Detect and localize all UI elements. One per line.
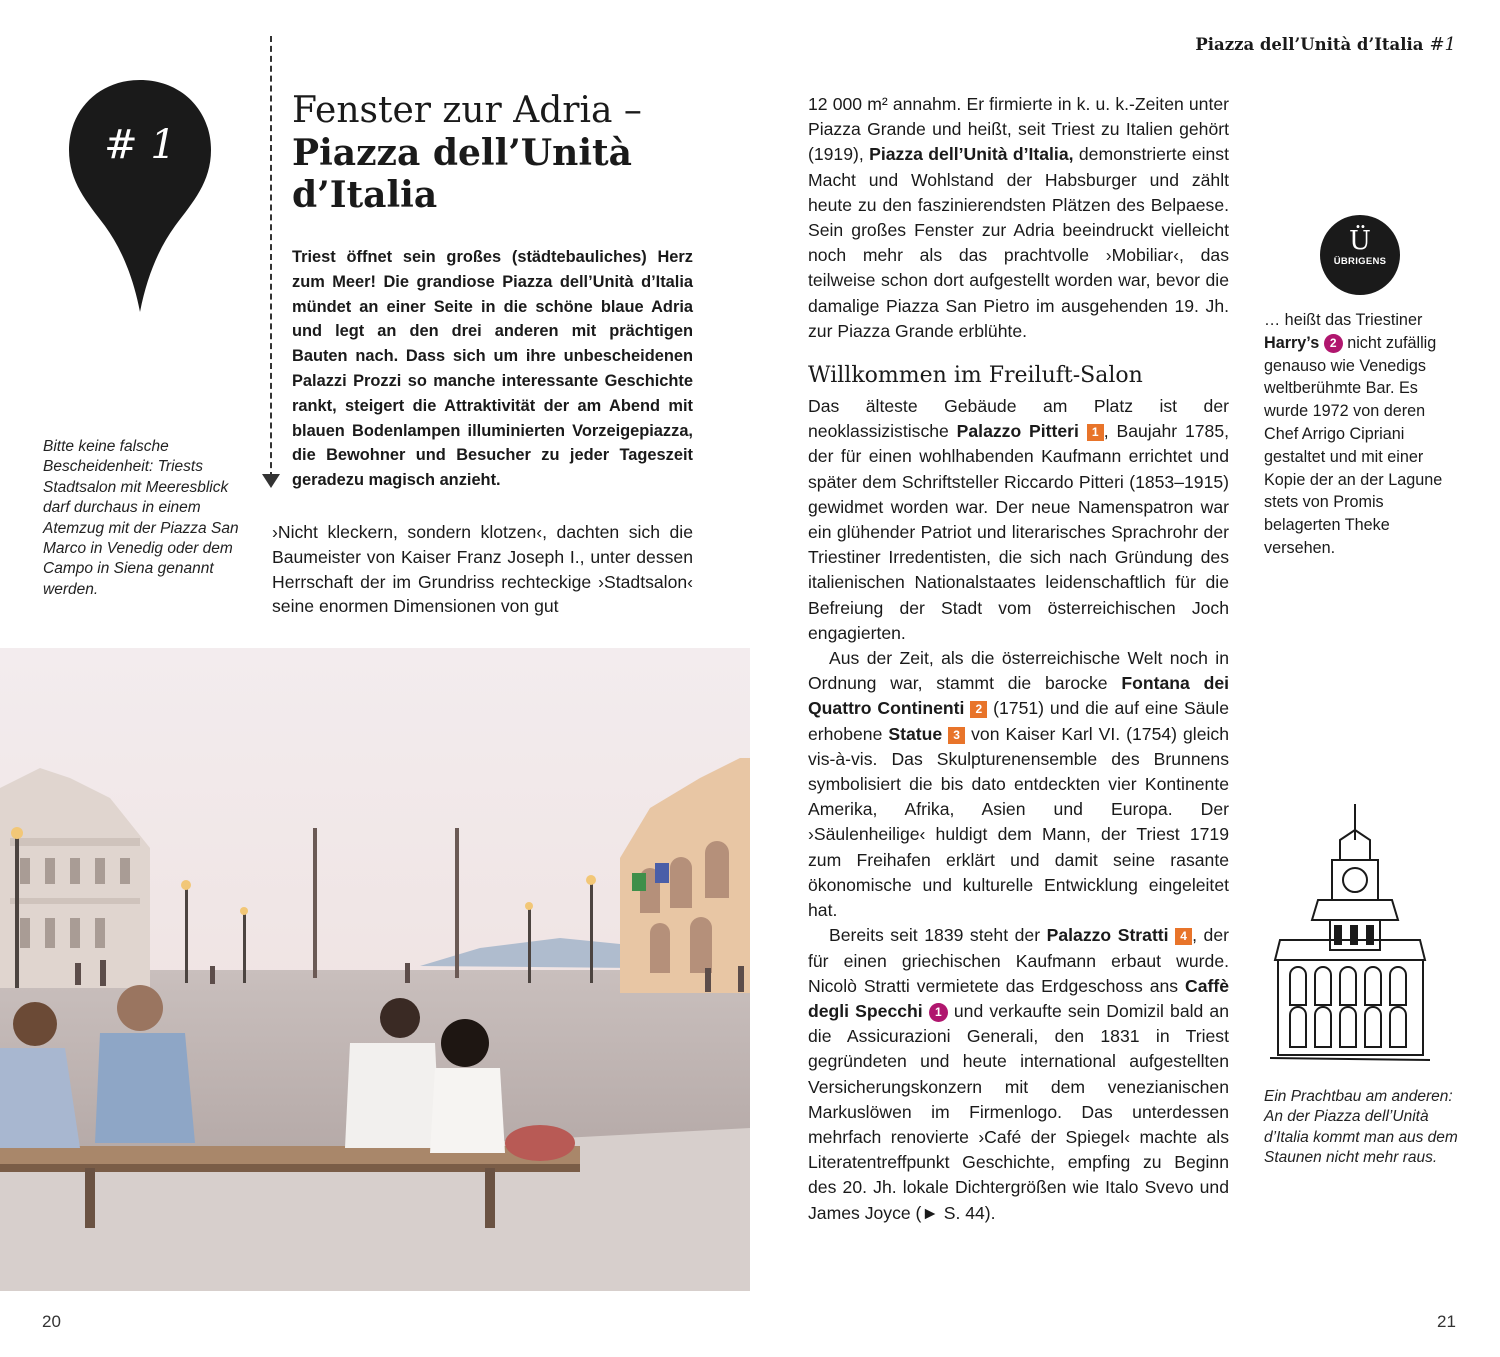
highlight-place: Statue <box>888 723 943 744</box>
highlight-place: Caffè degli Specchi <box>808 975 1229 1021</box>
piazza-photo <box>0 648 750 1291</box>
subheading: Willkommen im Freiluft-Salon <box>808 363 1143 389</box>
lead-paragraph: Triest öffnet sein großes (städtebauliches) Herz zum Meer! Die grandiose Piazza dell’Unità d’Italia mündet an einer Seite in die schöne blaue Adria und legt an den drei anderen mit prächtigen Bauten nach. Dass sich um ihre unbescheidenen Palazzi Prozzi so manche interessante Geschichte rankt, steigert die Attraktivität der am Abend mit blauen Bodenlampen illuminierten Vorzeigepiazza, die Bewohner und Besucher zu jeder Tageszeit geradezu magisch anzieht. <box>292 248 693 490</box>
map-marker-square: 4 <box>1175 928 1192 945</box>
highlight-place: Harry’s <box>1264 333 1320 352</box>
badge-label: ÜBRIGENS <box>1333 256 1387 267</box>
paragraph-4 <box>808 923 1229 1225</box>
page-number-right: 21 <box>1437 1312 1456 1331</box>
text-run: Das älteste Gebäude am Platz ist der neoklassizistische <box>808 396 1229 442</box>
map-marker-square: 3 <box>948 727 965 744</box>
text-run: nicht zufällig genauso wie Venedigs weltberühmte Bar. Es wurde 1972 von deren Chef Arrigo Cipriani gestaltet und mit einer Kopie der an der Lagune stets von Promis belagerten Theke versehen. <box>1264 333 1443 557</box>
title-line-1: Fenster zur Adria – <box>292 90 642 131</box>
highlight-place: Palazzo Pitteri <box>956 421 1079 442</box>
map-marker-circle: 1 <box>929 1003 948 1022</box>
text-run: Bereits seit 1839 steht der <box>829 925 1047 946</box>
uebrigens-badge <box>1320 215 1400 295</box>
text-run: , der für einen griechischen Kaufmann erbaut wurde. Nicolò Stratti vermietete das Erdgeschoss ans <box>808 925 1229 996</box>
map-marker-square: 2 <box>970 701 987 718</box>
map-marker-square: 1 <box>1087 424 1104 441</box>
highlight-place: Fontana dei Quattro Continenti <box>808 673 1229 719</box>
intro-paragraph: ›Nicht kleckern, sondern klotzen‹, dachten sich die Baumeister von Kaiser Franz Joseph I., unter dessen Herrschaft der im Grundriss rechteckige ›Stadtsalon‹ seine enormen Dimensionen von gut <box>272 522 693 617</box>
chapter-marker: # 1 <box>104 122 176 168</box>
running-header-title: Piazza dell’Unità d’Italia <box>1195 35 1424 54</box>
title-line-3: d’Italia <box>292 174 438 216</box>
running-header-number: #1 <box>1429 34 1456 55</box>
text-run: von Kaiser Karl VI. (1754) gleich vis-à-vis. Das Skulpturenensemble des Brunnens symbolisiert die bis dato entdeckten vier Kontinente Amerika, Afrika, Asien und Europa. Der ›Säulenheilige‹ huldigt dem Mann, der Triest 1719 zum Freihafen erklärt und damit seine rasante ökonomische und kulturelle Entwicklung eingeleitet hat. <box>808 723 1229 921</box>
main-text-column <box>808 92 1229 1226</box>
building-sketch-icon <box>1270 800 1430 1072</box>
text-run: und verkaufte sein Domizil bald an die Assicurazioni Generali, den 1831 in Triest gegründeten und heute international aufgestellten Versicherungskonzern mit dem venezianischen Markuslöwen im Firmenlogo. Das unterdessen mehrfach renovierte ›Café der Spiegel‹ machte als Literatentreffpunkt Geschichte, empfing zu Beginn des 20. Jh. lokale Dichtergrößen wie Italo Svevo und James Joyce (► S. 44). <box>808 1000 1229 1223</box>
text-run: 12 000 m² annahm. Er firmierte in k. u. k.-Zeiten unter Piazza Grande und heißt, seit Triest zu Italien gehört (1919), <box>808 94 1229 165</box>
highlight-place: Palazzo Stratti <box>1046 925 1169 946</box>
text-run: demonstrierte einst Macht und Wohlstand der Habsburger und zählt heute zu den faszinierendsten Plätzen des Belpaese. Sein großes Fenster zur Adria beeindruckt vielleicht noch mehr als das prachtvolle ›Mobiliar‹, das teilweise schon dort aufgestellt worden war, bevor die damalige Piazza San Pietro im ausgehenden 19. Jh. zur Piazza Grande erblühte. <box>808 144 1229 341</box>
paragraph-2 <box>808 394 1229 646</box>
page-number-left: 20 <box>42 1312 61 1331</box>
photo-caption: Bitte keine falsche Bescheidenheit: Triests Stadtsalon mit Meeresblick darf durchaus in einem Atemzug mit der Piazza San Marco in Venedig oder dem Campo in Siena genannt werden. <box>43 438 239 598</box>
text-run: , Baujahr 1785, der für einen wohlhabenden Kaufmann errichtet und später dem Schriftsteller Riccardo Pitteri (1853–1915) gewidmet worden war. Der neue Namenspatron war ein glühender Patriot und literarisches Sprachrohr der Triestiner Irredentisten, die sich nach Gründung des italienischen Nationalstaates leidenschaftlich für die Befreiung der Stadt vom österreichischen Joch engagierten. <box>808 421 1229 643</box>
highlight-place: Piazza dell’Unità d’Italia, <box>869 144 1074 165</box>
dashed-divider <box>270 36 272 478</box>
arrow-down-icon <box>262 474 280 488</box>
sidenote-text <box>1264 309 1460 560</box>
text-run: … heißt das Triestiner <box>1264 311 1423 329</box>
text-run: (1751) und die auf eine Säule erhobene <box>808 698 1229 744</box>
paragraph-3 <box>808 646 1229 923</box>
badge-letter: Ü <box>1349 226 1371 256</box>
sketch-caption: Ein Prachtbau am anderen: An der Piazza dell’Unità d’Italia kommt man aus dem Staunen nicht mehr raus. <box>1264 1088 1458 1167</box>
title-line-2: Piazza dell’Unità <box>292 132 632 174</box>
location-pin-icon <box>67 78 213 314</box>
running-header <box>1195 34 1456 55</box>
paragraph-1 <box>808 92 1229 344</box>
text-run: Aus der Zeit, als die österreichische Welt noch in Ordnung war, stammt die barocke <box>808 648 1229 694</box>
map-marker-circle: 2 <box>1324 334 1343 353</box>
chapter-title <box>292 90 712 216</box>
